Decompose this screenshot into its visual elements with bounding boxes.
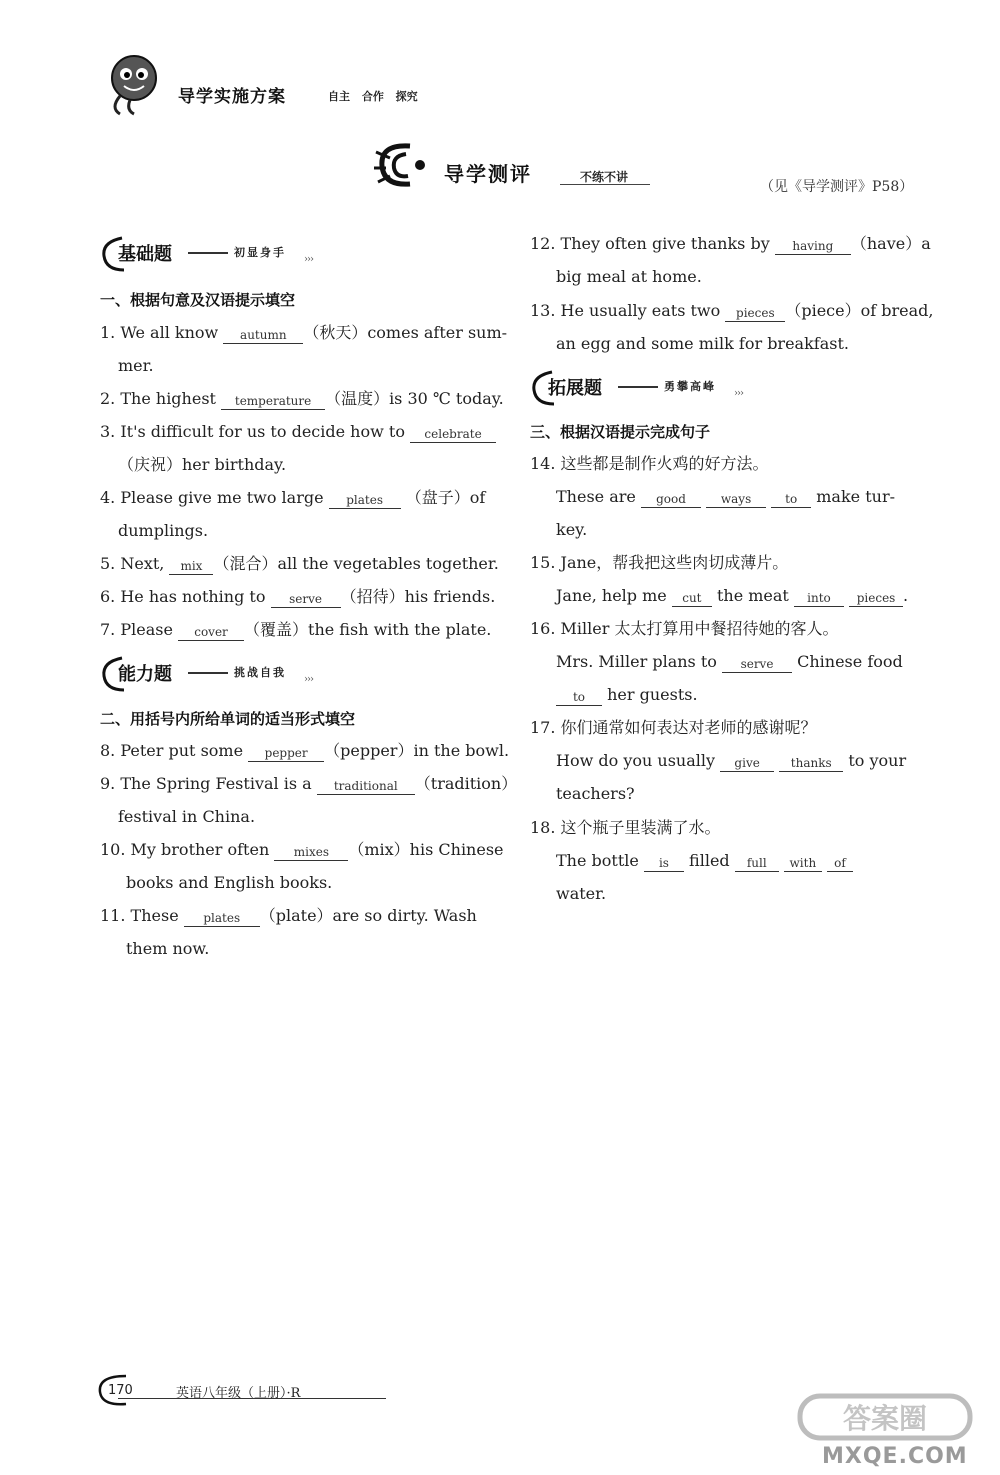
reference-note: （见《导学测评》P58） [760, 179, 914, 195]
section-motto: 勇攀高峰 [664, 380, 716, 393]
answer-blank[interactable]: mix [169, 559, 213, 575]
question-1: 1. We all know autumn （秋天）comes after sum- mer. [100, 323, 508, 375]
part-heading-1: 一、根据句意及汉语提示填空 [100, 291, 296, 309]
answer-blank[interactable]: thanks [779, 756, 843, 772]
header-title: 导学实施方案 [178, 87, 286, 107]
question-3: 3. It's difficult for us to decide how to celebrate （庆祝）her birthday. [100, 415, 496, 481]
answer-blank[interactable]: traditional [317, 779, 415, 795]
svg-text:答案圈: 答案圈 [842, 1402, 928, 1435]
section-dash [188, 252, 228, 254]
question-11: 11. These plates （plate）are so dirty. Wash them now. [100, 906, 477, 958]
section-motto: 初显身手 [234, 246, 286, 259]
answer-blank[interactable]: having [775, 239, 851, 255]
question-2: 2. The highest temperature （温度）is 30 ℃ today. [100, 389, 504, 408]
answer-blank[interactable]: temperature [221, 394, 325, 410]
question-14: 14. 这些都是制作火鸡的好方法。 These are good ways to make tur- key. [530, 454, 895, 539]
answer-blank[interactable]: serve [722, 657, 792, 673]
answer-blank[interactable]: to [771, 492, 811, 508]
banner-subtitle: 不练不讲 [580, 170, 629, 184]
answer-blank[interactable]: mixes [274, 845, 348, 861]
answer-blank[interactable]: cut [672, 591, 712, 607]
answer-blank[interactable]: is [644, 856, 684, 872]
arrows-icon: ››› [304, 254, 313, 265]
answer-blank[interactable]: with [784, 856, 822, 872]
part-heading-2: 二、用括号内所给单词的适当形式填空 [100, 710, 356, 728]
answer-blank[interactable]: pieces [849, 591, 903, 607]
answer-blank[interactable]: full [735, 856, 779, 872]
watermark-text: MXQE.COM [822, 1444, 968, 1469]
answer-blank[interactable]: good [641, 492, 701, 508]
answer-blank[interactable]: to [556, 690, 602, 706]
section-header-basic [100, 234, 340, 274]
section-header-extend [530, 368, 770, 408]
arrows-icon: ››› [734, 388, 743, 399]
section-dash [618, 386, 658, 388]
mascot-icon [100, 52, 162, 118]
answer-blank[interactable]: of [827, 856, 853, 872]
answer-blank[interactable]: give [720, 756, 774, 772]
question-16: 16. Miller 太太打算用中餐招待她的客人。 Mrs. Miller plans to serve Chinese food to her guests. [530, 619, 903, 704]
header-subtitle: 自主 合作 探究 [328, 90, 418, 103]
section-name: 拓展题 [548, 378, 602, 399]
arrows-icon: ››› [304, 674, 313, 685]
answer-blank[interactable]: plates [184, 911, 260, 927]
question-13: 13. He usually eats two pieces （piece）of bread, an egg and some milk for breakfast. [530, 301, 934, 353]
answer-blank[interactable]: cover [178, 625, 244, 641]
question-6: 6. He has nothing to serve （招待）his friends. [100, 587, 496, 606]
part-heading-3: 三、根据汉语提示完成句子 [530, 423, 711, 441]
page-number: 170 [108, 1383, 133, 1398]
answer-blank[interactable]: serve [271, 592, 341, 608]
answer-blank[interactable]: plates [329, 493, 401, 509]
banner-swirl-icon [370, 138, 440, 193]
section-name: 能力题 [118, 664, 172, 685]
question-4: 4. Please give me two large plates （盘子）of dumplings. [100, 488, 486, 540]
answer-blank[interactable]: autumn [223, 328, 303, 344]
banner-underline [560, 184, 650, 185]
section-header-ability [100, 654, 340, 694]
question-9: 9. The Spring Festival is a traditional （tradition） festival in China. [100, 774, 518, 826]
section-dash [188, 672, 228, 674]
answer-blank[interactable]: celebrate [410, 427, 496, 443]
question-10: 10. My brother often mixes （mix）his Chinese books and English books. [100, 840, 504, 892]
footer-rule [118, 1398, 386, 1399]
question-8: 8. Peter put some pepper （pepper）in the bowl. [100, 741, 510, 760]
answer-blank[interactable]: pepper [248, 746, 324, 762]
section-motto: 挑战自我 [234, 666, 286, 679]
answer-blank[interactable]: ways [706, 492, 766, 508]
answer-blank[interactable]: pieces [725, 306, 785, 322]
question-5: 5. Next, mix （混合）all the vegetables together. [100, 554, 499, 573]
answer-blank[interactable]: into [794, 591, 844, 607]
question-18: 18. 这个瓶子里装满了水。 The bottle is filled full with of water. [530, 811, 853, 910]
footer-book-title: 英语八年级（上册）·R [176, 1386, 301, 1401]
question-12: 12. They often give thanks by having （have）a big meal at home. [530, 234, 931, 286]
question-7: 7. Please cover （覆盖）the fish with the plate. [100, 620, 492, 639]
section-name: 基础题 [118, 244, 172, 265]
banner-title: 导学测评 [444, 162, 532, 186]
question-15: 15. Jane，帮我把这些肉切成薄片。 Jane, help me cut the meat into pieces . [530, 553, 909, 605]
question-17: 17. 你们通常如何表达对老师的感谢呢？ How do you usually give thanks to your teachers? [530, 718, 907, 803]
